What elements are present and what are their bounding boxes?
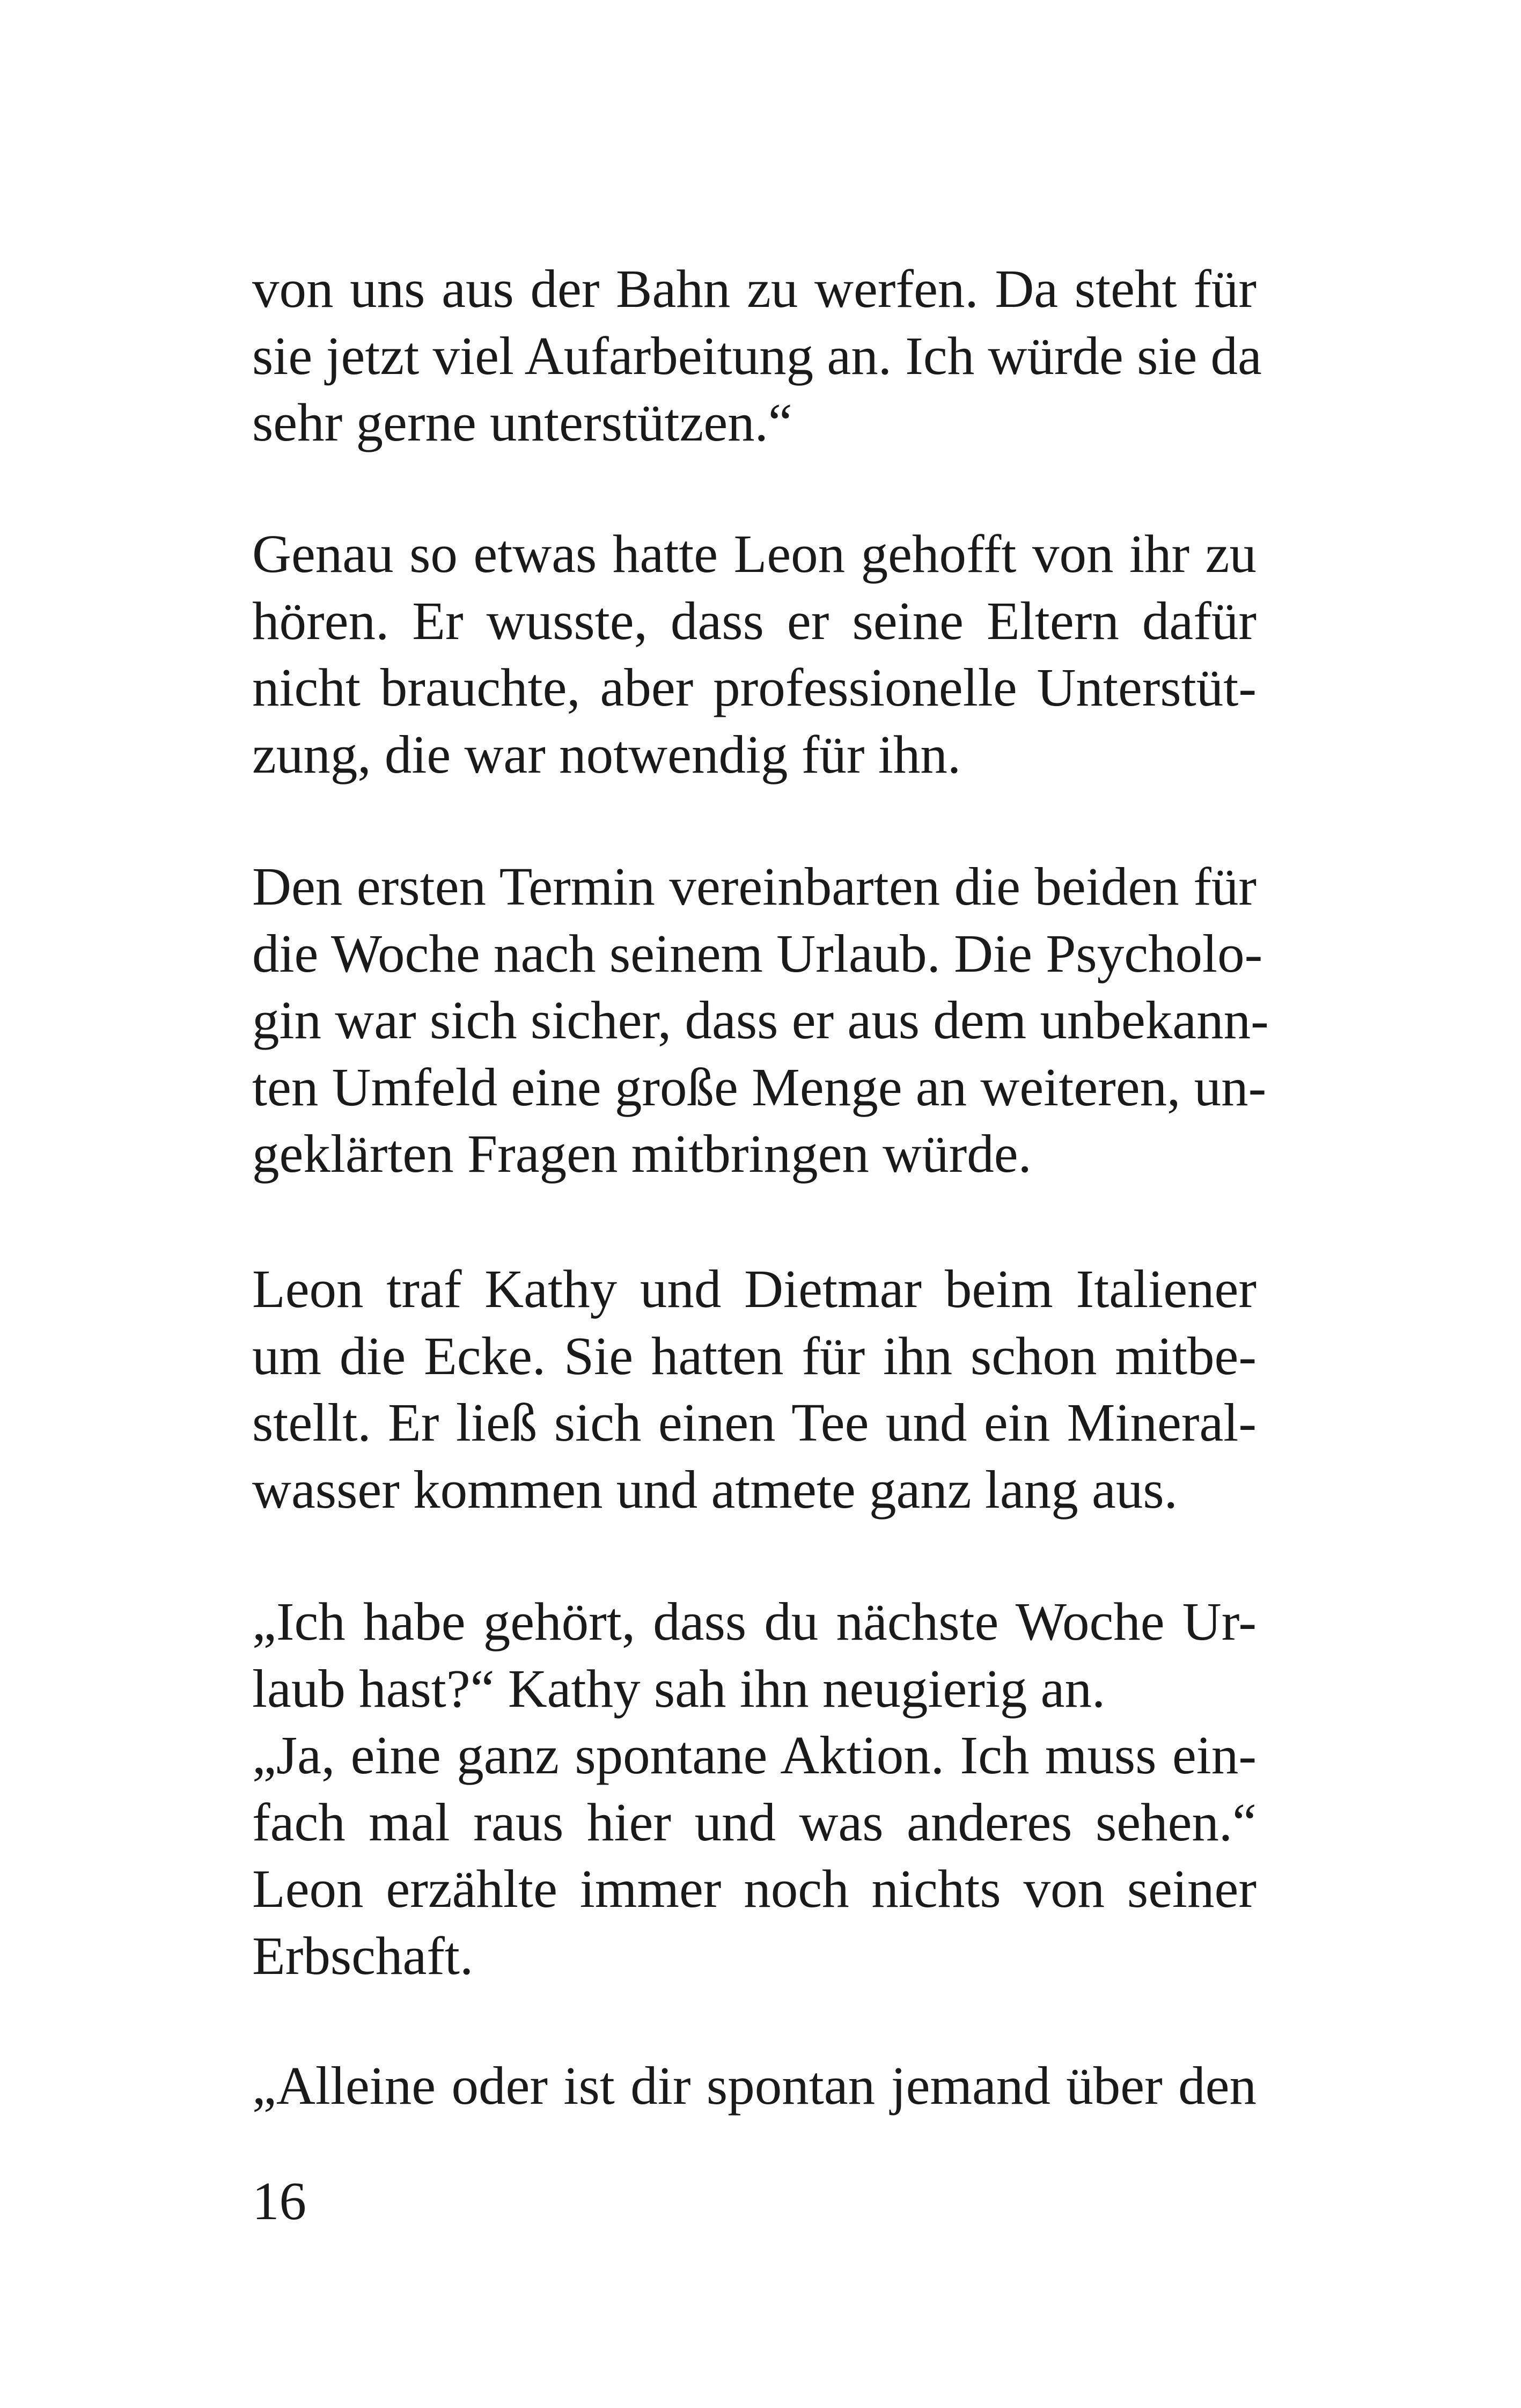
paragraph-3 [252, 853, 1269, 1187]
text-line: hören. Er wusste, dass er seine Eltern dafür [252, 590, 1257, 651]
text-line: um die Ecke. Sie hatten für ihn schon mitbe- [252, 1325, 1257, 1386]
text-line: zung, die war notwendig für ihn. [252, 724, 961, 784]
text-line: laub hast?“ Kathy sah ihn neugierig an. [252, 1658, 1106, 1719]
text-line: sie jetzt viel Aufarbeitung an. Ich würde sie da [252, 325, 1262, 386]
paragraph-6 [252, 2052, 1257, 2119]
paragraph-5 [252, 1588, 1257, 1989]
text-line: Genau so etwas hatte Leon gehofft von ihr zu [252, 524, 1257, 584]
text-line: fach mal raus hier und was anderes sehen.“ [252, 1792, 1257, 1852]
text-line: geklärten Fragen mitbringen würde. [252, 1124, 1032, 1184]
text-line: sehr gerne unterstützen.“ [252, 392, 792, 452]
text-line: Leon traf Kathy und Dietmar beim Italiener [252, 1259, 1257, 1319]
text-line: nicht brauchte, aber professionelle Unterstüt- [252, 657, 1257, 717]
paragraph-4 [252, 1256, 1257, 1523]
paragraph-1 [252, 255, 1262, 456]
text-line: die Woche nach seinem Urlaub. Die Psycholo- [252, 923, 1263, 983]
text-line: „Ich habe gehört, dass du nächste Woche Ur- [252, 1591, 1257, 1651]
text-line: stellt. Er ließ sich einen Tee und ein Mineral- [252, 1392, 1257, 1452]
text-line: wasser kommen und atmete ganz lang aus. [252, 1459, 1178, 1519]
text-line: „Alleine oder ist dir spontan jemand über den [252, 2055, 1257, 2116]
text-line: ten Umfeld eine große Menge an weiteren, un- [252, 1056, 1267, 1117]
text-line: gin war sich sicher, dass er aus dem unbekann- [252, 990, 1269, 1050]
page-number: 16 [252, 2171, 306, 2231]
text-line: Erbschaft. [252, 1925, 474, 1986]
text-line: Leon erzählte immer noch nichts von seiner [252, 1859, 1257, 1919]
paragraph-2 [252, 520, 1257, 788]
text-line: „Ja, eine ganz spontane Aktion. Ich muss ein- [252, 1725, 1257, 1785]
text-line: von uns aus der Bahn zu werfen. Da steht für [252, 259, 1257, 319]
text-line: Den ersten Termin vereinbarten die beiden für [252, 856, 1257, 916]
